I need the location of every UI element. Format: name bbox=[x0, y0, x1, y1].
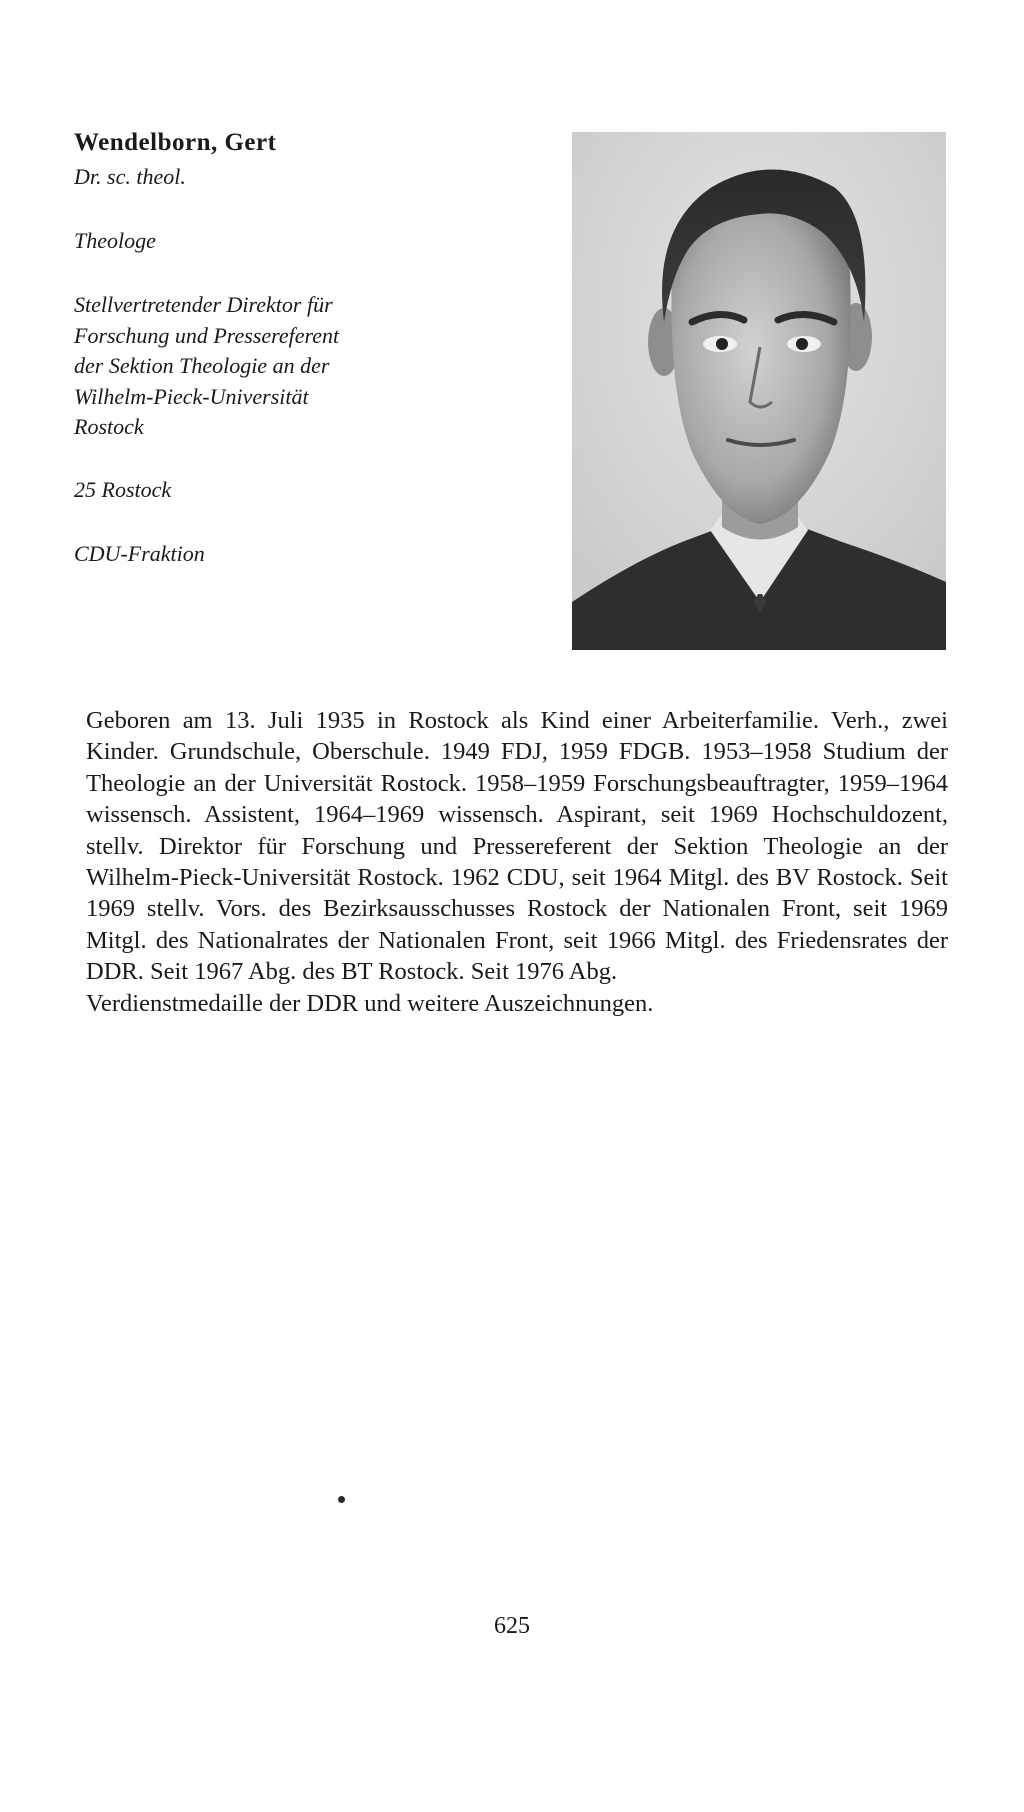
party-faction: CDU-Fraktion bbox=[74, 540, 205, 566]
entry-header bbox=[74, 128, 494, 569]
academic-degree: Dr. sc. theol. bbox=[74, 164, 186, 189]
position-description bbox=[74, 290, 494, 443]
position-line: Rostock bbox=[74, 414, 144, 439]
person-name: Wendelborn, Gert bbox=[74, 129, 277, 156]
constituency-city: 25 Rostock bbox=[74, 476, 172, 502]
biography-text: Geboren am 13. Juli 1935 in Rostock als Kind einer Arbeiterfamilie. Verh., zwei Kinder. Grundschule, Oberschule. 1949 FDJ, 1959 FDGB. 1953–1958 Studium der Theologie an der Universität Rostock. 1958–1959 Forschungsbeauftragter, 1959–1964 wissensch. Assistent, 1964–1969 wissensch. Aspirant, seit 1969 Hochschuldozent, stellv. Direktor für Forschung und Pressereferent der Sektion Theologie an der Wilhelm-Pieck-Universität Rostock. 1962 CDU, seit 1964 Mitgl. des BV Rostock. Seit 1969 stellv. Vors. des Bezirksausschusses Rostock der Nationalen Front, seit 1969 Mitgl. des Nationalrates der Nationalen Front, seit 1966 Mitgl. des Friedensrates der DDR. Seit 1967 Abg. des BT Rostock. Seit 1976 Abg. bbox=[86, 707, 948, 986]
position-line: der Sektion Theologie an der bbox=[74, 353, 330, 378]
position-line: Forschung und Pressereferent bbox=[74, 322, 340, 348]
position-line: Wilhelm-Pieck-Universität bbox=[74, 383, 309, 409]
profession: Theologe bbox=[74, 228, 156, 253]
awards-text: Verdienstmedaille der DDR und weitere Auszeichnungen. bbox=[86, 989, 654, 1017]
print-speck bbox=[338, 1496, 345, 1503]
portrait-photo bbox=[572, 132, 946, 650]
biography bbox=[86, 705, 948, 1019]
position-line: Stellvertretender Direktor für bbox=[74, 292, 333, 317]
page-number: 625 bbox=[494, 1613, 530, 1639]
